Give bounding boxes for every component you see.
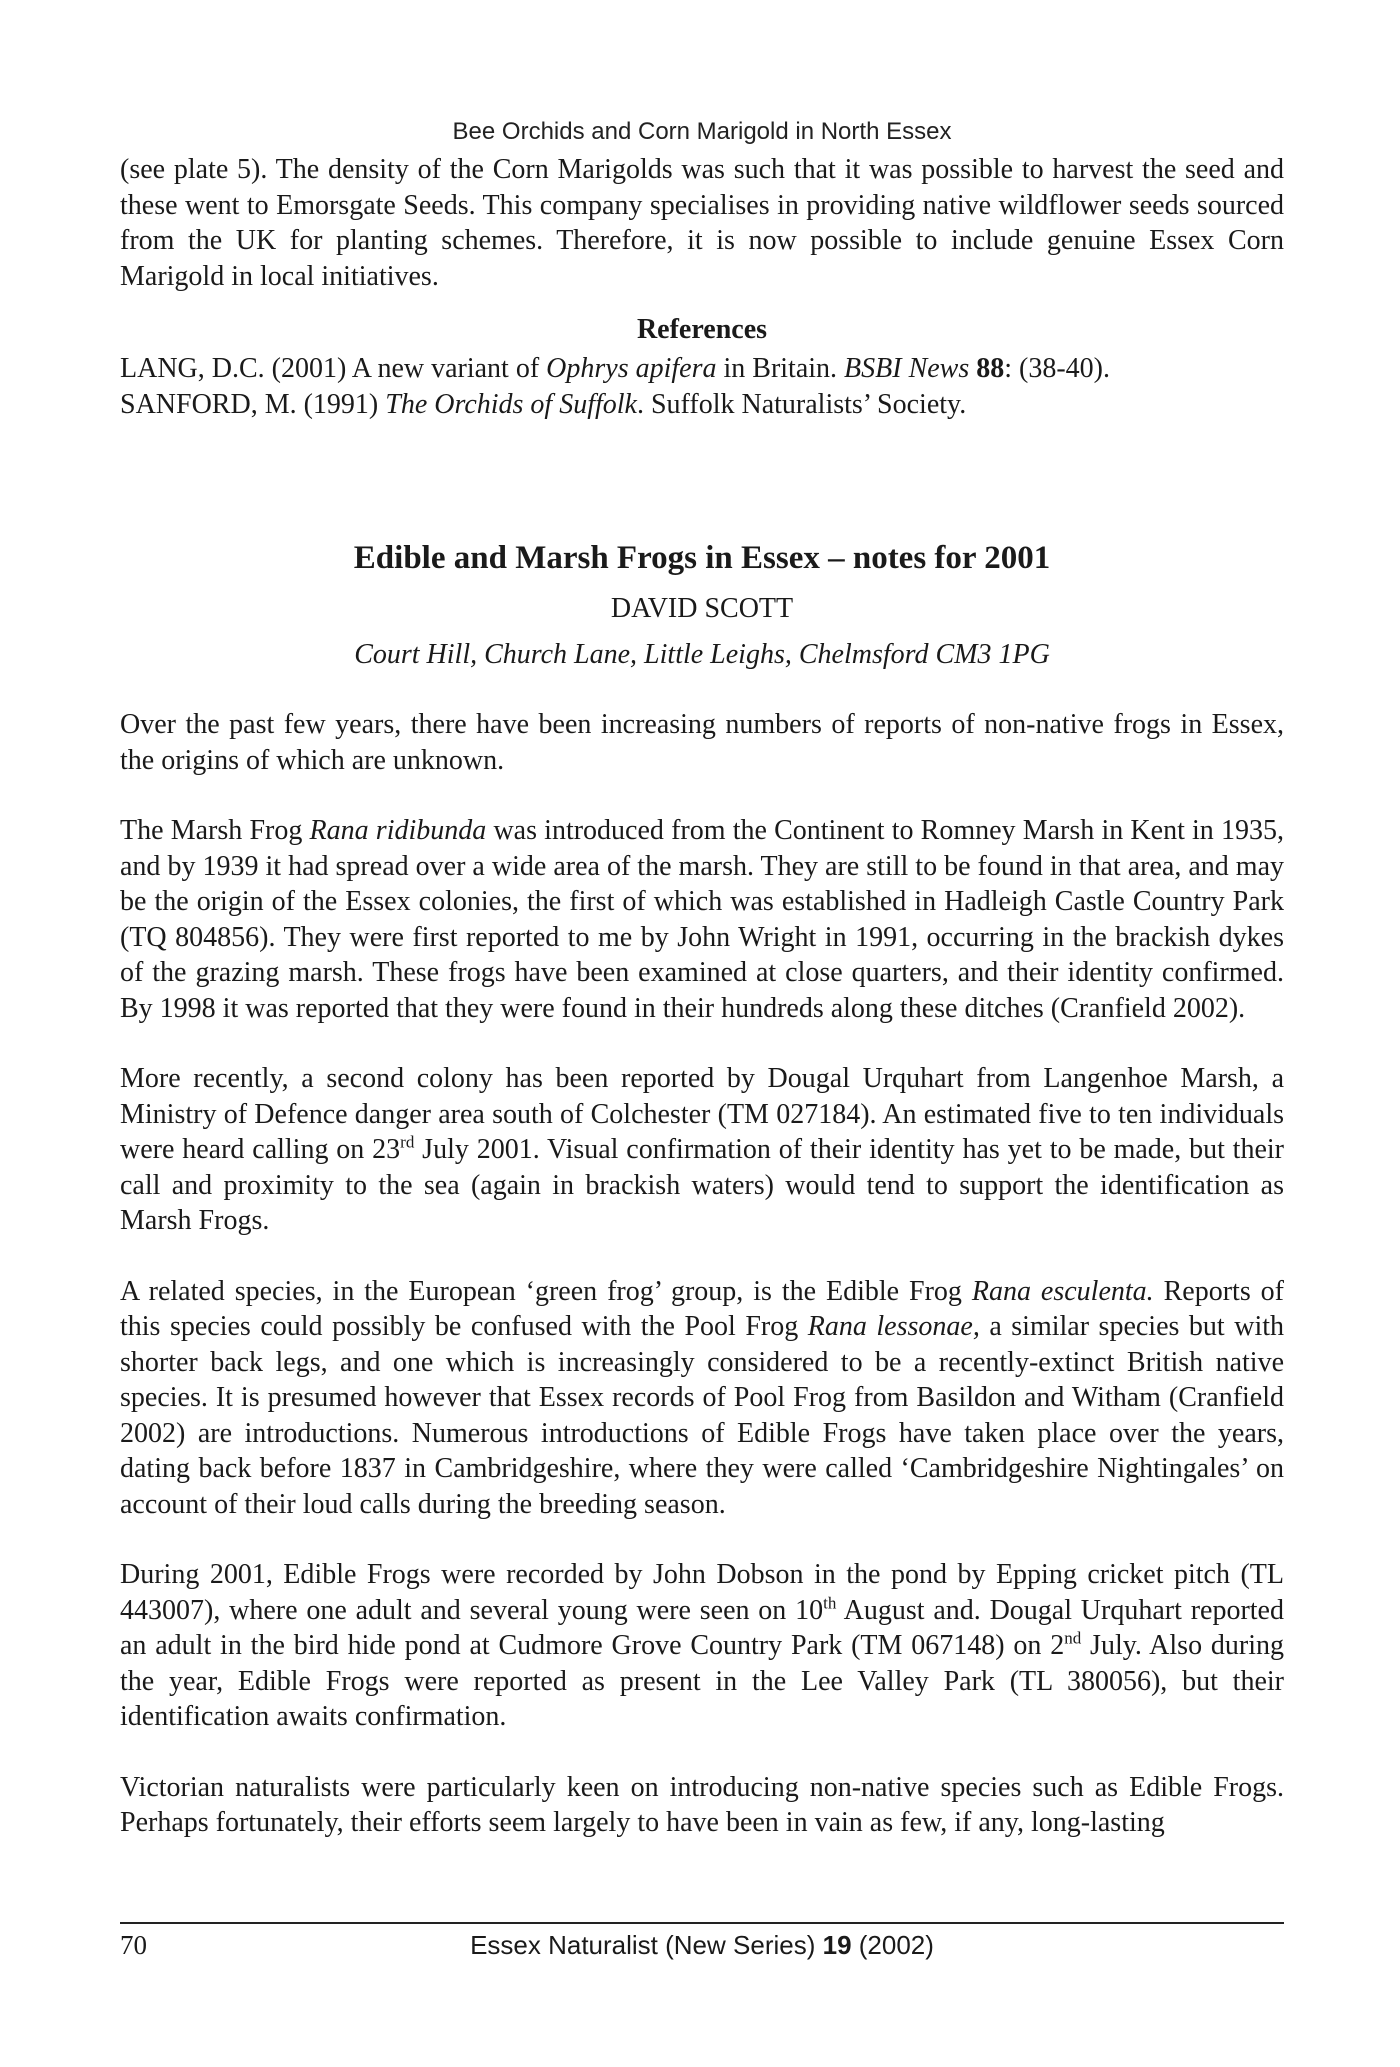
footer-rule (120, 1922, 1284, 1924)
paragraph-2: The Marsh Frog Rana ridibunda was introduced from the Continent to Romney Marsh in Kent in 1935, and by 1939 it had spread over a wide area of the marsh. They are still to be found in that area, and may be the origin of the Essex colonies, the first of which was established in Hadleigh Castle Country Park (TQ 804856). They were first reported to me by John Wright in 1991, occurring in the brackish dykes of the grazing marsh. These frogs have been examined at close quarters, and their identity confirmed. By 1998 it was reported that they were found in their hundreds along these ditches (Cranfield 2002). (120, 815, 1284, 1024)
author-address: Court Hill, Church Lane, Little Leighs, Chelmsford CM3 1PG (354, 639, 1050, 670)
reference-1: LANG, D.C. (2001) A new variant of Ophrys apifera in Britain. BSBI News 88: (38-40). (120, 353, 1111, 384)
reference-2: SANFORD, M. (1991) The Orchids of Suffolk. Suffolk Naturalists’ Society. (120, 388, 967, 420)
paragraph-3: More recently, a second colony has been reported by Dougal Urquhart from Langenhoe Marsh, a Ministry of Defence danger area south of Colchester (TM 027184). An estimated five to ten individuals were heard calling on 23rd July 2001. Visual confirmation of their identity has yet to be made, but their call and proximity to the sea (again in brackish waters) would tend to support the identification as Marsh Frogs. (120, 1063, 1284, 1236)
article-title: Edible and Marsh Frogs in Essex – notes for 2001 (353, 540, 1051, 576)
paragraph-1: Over the past few years, there have been increasing numbers of reports of non-native frogs in Essex, the origins of which are unknown. (120, 709, 1284, 776)
journal-citation: Essex Naturalist (New Series) 19 (2002) (470, 1930, 934, 1960)
page-content (120, 118, 1284, 1841)
page-number: 70 (120, 1930, 147, 1960)
references-heading: References (636, 314, 768, 345)
article-author: DAVID SCOTT (610, 593, 794, 624)
page-footer (120, 1930, 1284, 1970)
paragraph-6: Victorian naturalists were particularly keen on introducing non-native species such as Edible Frogs. Perhaps fortunately, their efforts seem largely to have been in vain as few, if any, long-lasting (120, 1771, 1284, 1838)
paragraph-5: During 2001, Edible Frogs were recorded by John Dobson in the pond by Epping cricket pitch (TL 443007), where one adult and several young were seen on 10th August and. Dougal Urquhart reported an adult in the bird hide pond at Cudmore Grove Country Park (TM 067148) on 2nd July. Also during the year, Edible Frogs were reported as present in the Lee Valley Park (TL 380056), but their identification awaits confirmation. (120, 1559, 1285, 1732)
running-head: Bee Orchids and Corn Marigold in North Essex (452, 118, 952, 145)
intro-paragraph: (see plate 5). The density of the Corn Marigolds was such that it was possible to harvest the seed and these went to Emorsgate Seeds. This company specialises in providing native wildflower seeds sourced from the UK for planting schemes. Therefore, it is now possible to include genuine Essex Corn Marigold in local initiatives. (120, 154, 1284, 292)
paragraph-4: A related species, in the European ‘green frog’ group, is the Edible Frog Rana esculenta. Reports of this species could possibly be confused with the Pool Frog Rana lessonae, a similar species but with shorter back legs, and one which is increasingly considered to be a recently-extinct British native species. It is presumed however that Essex records of Pool Frog from Basildon and Witham (Cranfield 2002) are introductions. Numerous introductions of Edible Frogs have taken place over the years, dating back before 1837 in Cambridgeshire, where they were called ‘Cambridgeshire Nightingales’ on account of their loud calls during the breeding season. (120, 1275, 1284, 1520)
